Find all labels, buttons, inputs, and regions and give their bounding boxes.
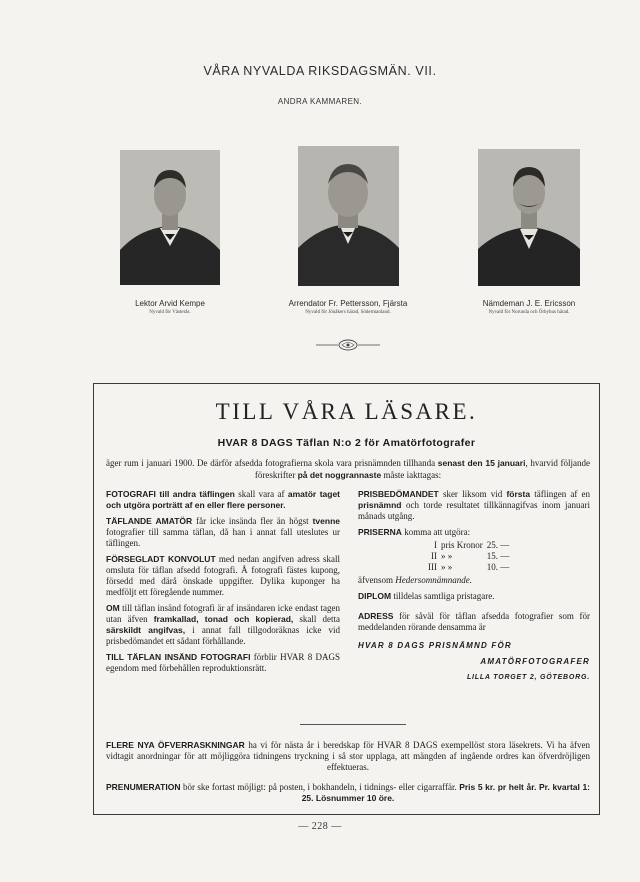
subscription-paragraph: PRENUMERATION bör ske fortast möjligt: på posten, i bokhandeln, i tidnings- eller cigarraffär. Pris 5 kr. pr helt år. Pr. kvartal 1: 25. Lösnummer 10 öre. [106, 782, 591, 803]
portrait-caption-pettersson [268, 299, 428, 315]
address-line-2: AMATÖRFOTOGRAFER [480, 657, 590, 666]
portrait-ericsson-image [478, 149, 580, 286]
notice-left-column [106, 489, 340, 679]
rule-diplom: DIPLOM tilldelas samtliga pristagare. [358, 591, 495, 601]
portrait-photo-pettersson [298, 146, 399, 286]
rule-prisbedomandet: PRISBEDÖMANDET sker liksom vid första täflingen af en prisnämnd och torde resultatet tillkännagifvas inom januari månads utgång. [358, 489, 591, 521]
news-paragraph: FLERE NYA ÖFVERRASKNINGAR ha vi för nästa år i beredskap för HVAR 8 DAGS exempellöst stora läsekrets. Vi ha äfven vidtagit anordningar för att möjliggöra tidningens tryckning i så stor upplaga, att mängden af ingående ordres kan öfverdröjligen effektueras. [106, 740, 591, 772]
prize-row [428, 562, 513, 573]
rule-adress: ADRESS för såväl för täflan afsedda fotografier som för meddelanden rörande densamma är [358, 611, 590, 632]
prize-rank: II [431, 551, 437, 561]
prize-value: 25. — [486, 540, 510, 550]
prize-rank: I [434, 540, 437, 550]
decorative-ornament-icon [316, 338, 380, 352]
prize-table [428, 540, 513, 573]
portrait-info: Nyvald för Jönåkers härad, Södermanland. [305, 310, 391, 315]
intro-deadline: senast den 15 januari [437, 458, 526, 468]
rule-taflande-amator: TÄFLANDE AMATÖR får icke insända fler än högst tvenne fotografier till samma täflan, då han i annat fall uteslutes ur täflingen. [106, 516, 340, 548]
portrait-caption-kempe [100, 299, 240, 315]
notice-right-column [358, 489, 590, 683]
portrait-photo-ericsson [478, 149, 580, 286]
prize-value: 10. — [486, 562, 510, 572]
page-number: — 228 — [298, 821, 342, 832]
notice-intro [106, 457, 590, 481]
portrait-info: Nyvald för Västerås. [149, 310, 191, 315]
portrait-info: Nyvald för Norunda och Örbyhus härad. [488, 310, 570, 315]
intro-text: äger rum i januari 1900. De därför afsedda fotografierna skola vara prisnämnden tillhanda [106, 458, 436, 468]
prize-value: 15. — [486, 551, 510, 561]
notice-title: TILL VÅRA LÄSARE. [215, 399, 478, 424]
prize-label: » » [441, 551, 453, 561]
section-divider [300, 724, 406, 725]
rule-priserna: PRISERNA komma att utgöra: [358, 527, 471, 537]
portrait-kempe-image [120, 150, 220, 285]
page-header-title: VÅRA NYVALDA RIKSDAGSMÄN. VII. [203, 64, 437, 78]
portrait-name: Lektor Arvid Kempe [135, 299, 205, 308]
portrait-name: Arrendator Fr. Pettersson, Fjärsta [288, 299, 408, 308]
rule-egendom: TILL TÄFLAN INSÄND FOTOGRAFI förblir HVAR 8 DAGS egendom med förbehållen reproduktionsrätt. [106, 652, 341, 673]
address-line-1: HVAR 8 DAGS PRISNÄMND FÖR [358, 641, 512, 650]
prize-label: pris Kronor [441, 540, 483, 550]
page-header-subtitle: ANDRA KAMMAREN. [277, 97, 363, 106]
rule-hedersomnamnande: äfvensom Hedersomnämnande. [358, 575, 472, 585]
portrait-pettersson-image [298, 146, 399, 286]
address-line-3: LILLA TORGET 2, GÖTEBORG. [466, 674, 590, 681]
intro-text: måste iakttagas: [383, 470, 442, 480]
portrait-name: Nämdeman J. E. Ericsson [482, 299, 576, 308]
prize-row [428, 551, 513, 562]
portrait-photo-kempe [120, 150, 220, 285]
notice-subtitle: HVAR 8 DAGS Täflan N:o 2 för Amatörfotografer [217, 437, 476, 449]
prize-rank: III [428, 562, 437, 572]
rule-fotografi: FOTOGRAFI till andra täflingen skall vara af amatör taget och utgöra porträtt af en eller flere personer. [106, 489, 341, 510]
prize-label: » » [441, 562, 453, 572]
portrait-caption-ericsson [454, 299, 604, 315]
intro-emphasis: på det noggrannaste [297, 470, 382, 480]
intro-text: , hvarvid följande föreskrifter [254, 458, 591, 480]
prize-row [428, 540, 513, 551]
rule-om: OM till täflan insänd fotografi är af insändaren icke endast tagen utan äfven framkallad, tonad och kopierad, skall detta särskildt angifvas, i annat fall tillgodoräknas icke vid prisbedömandet ett sådant förhållande. [106, 603, 341, 646]
rule-forsegladt-konvolut: FÖRSEGLADT KONVOLUT med nedan angifven adress skall omsluta för täflan afsedd fotografi. Å fotografi fästes kupong, försedd med därå önskade uppgifter. Dylika kuponger ha medföljt ett föregående nummer. [106, 554, 340, 597]
